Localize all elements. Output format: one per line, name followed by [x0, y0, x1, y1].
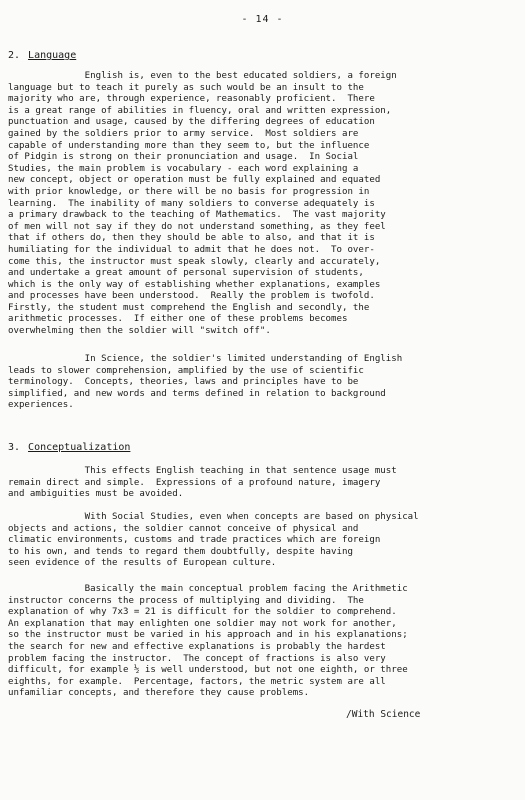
section-number: 2.: [8, 50, 21, 61]
paragraph-concept-2: With Social Studies, even when concepts are based on physical objects and actions, the soldier cannot conceive of physical and climatic environments, customs and trade practices which are foreign to his own, and tends to regard them doubtfully, despite having seen evidence of the results of European culture.: [8, 512, 419, 569]
paragraph-concept-3: Basically the main conceptual problem facing the Arithmetic instructor concerns the process of multiplying and dividing. The explanation of why 7x3 = 21 is difficult for the soldier to comprehend. An explanation that may enlighten one soldier may not work for another, so the instructor must be varied in his approach and in his explanations; the search for new and effective explanations is probably the hardest problem facing the instructor. The concept of fractions is also very difficult, for example ½ is well understood, but not one eighth, or three eighths, for example. Percentage, factors, the metric system are all unfamiliar concepts, and therefore they cause problems.: [8, 584, 408, 699]
paragraph-language-2: In Science, the soldier's limited understanding of English leads to slower comprehension, amplified by the use of scientific terminology. Concepts, theories, laws and principles have to be simplified, and new words and terms defined in relation to background experiences.: [8, 354, 403, 411]
paragraph-language-1: English is, even to the best educated soldiers, a foreign language but to teach it purely as such would be an insult to the majority who are, through experience, reasonably proficient. There is a great range of abilities in fluency, oral and written expression, punctuation and usage, caused by the differing degrees of education gained by the soldiers prior to army service. Most soldiers are capable of understanding more than they seem to, but the influence of Pidgin is strong on their pronunciation and usage. In Social Studies, the main problem is vocabulary - each word explaining a new concept, object or operation must be fully explained and equated with prior knowledge, or there will be no basis for progression in learning. The inability of many soldiers to converse adequately is a primary drawback to the teaching of Mathematics. The vast majority of men will not say if they do not understand something, as they feel that if others do, then they should be able to also, and that it is humiliating for the individual to admit that he does not. To over- come this, the instructor must speak slowly, clearly and accurately, and undertake a great amount of personal supervision of students, which is the only way of establishing whether explanations, examples and processes have been understood. Really the problem is twofold. Firstly, the student must comprehend the English and secondly, the arithmetic processes. If either one of these problems becomes overwhelming then the soldier will "switch off".: [8, 71, 397, 337]
paragraph-concept-1: This effects English teaching in that sentence usage must remain direct and simple. Expressions of a profound nature, imagery and ambiguities must be avoided.: [8, 466, 397, 500]
page-number: - 14 -: [241, 14, 284, 25]
section-heading-language: [8, 50, 76, 62]
continuation-note: /With Science: [346, 709, 421, 720]
section-number: 3.: [8, 442, 21, 453]
section-title: Language: [28, 50, 77, 61]
section-heading-conceptualization: [8, 442, 130, 454]
section-title: Conceptualization: [28, 442, 131, 453]
